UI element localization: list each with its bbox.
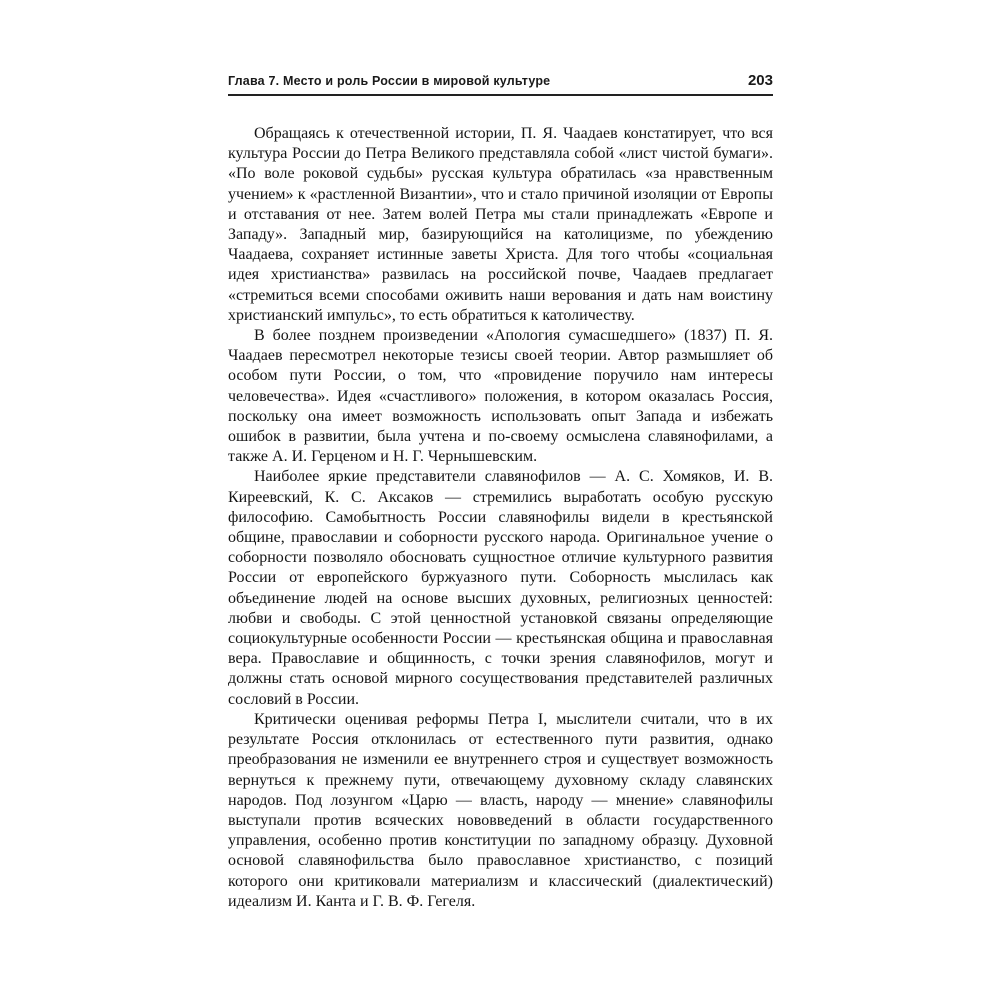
chapter-title: Глава 7. Место и роль России в мировой культуре — [228, 74, 551, 88]
paragraph-4: Критически оценивая реформы Петра I, мыслители считали, что в их результате Россия отклонилась от естественного пути развития, однако преобразования не изменили ее внутреннего строя и существует возможность вернуться к прежнему пути, отвечающему духовному складу славянских народов. Под лозунгом «Царю — власть, народу — мнение» славянофилы выступали против всяческих нововведений в области государственного управления, особенно против конституции по западному образцу. Духовной основой славянофильства было православное христианство, с позиций которого они критиковали материализм и классический (диалектический) идеализм И. Канта и Г. В. Ф. Гегеля. — [228, 710, 773, 910]
page-content — [228, 72, 773, 912]
paragraph-2: В более позднем произведении «Апология сумасшедшего» (1837) П. Я. Чаадаев пересмотрел некоторые тезисы своей теории. Автор размышляет об особом пути России, о том, что «провидение поручило нам интересы человечества». Идея «счастливого» положения, в котором оказалась Россия, поскольку она имеет возможность использовать опыт Запада и избежать ошибок в развитии, была учтена и по-своему осмыслена славянофилами, а также А. И. Герценом и Н. Г. Чернышевским. — [228, 327, 773, 466]
paragraph-1: Обращаясь к отечественной истории, П. Я. Чаадаев констатирует, что вся культура России до Петра Великого представляла собой «лист чистой бумаги». «По воле роковой судьбы» русская культура обратилась «за нравственным учением» к «растленной Византии», что и стало причиной изоляции от Европы и отставания от нее. Затем волей Петра мы стали принадлежать «Европе и Западу». Западный мир, базирующийся на католицизме, по убеждению Чаадаева, сохраняет истинные заветы Христа. Для того чтобы «социальная идея христианства» развилась на российской почве, Чаадаев предлагает «стремиться всеми способами оживить наши верования и дать нам воистину христианский импульс», то есть обратиться к католичеству. — [228, 125, 773, 324]
header-rule — [228, 94, 773, 96]
paragraph-3: Наиболее яркие представители славянофилов — А. С. Хомяков, И. В. Киреевский, К. С. Аксаков — стремились выработать особую русскую философию. Самобытность России славянофилы видели в крестьянской общине, православии и соборности русского народа. Оригинальное учение о соборности позволяло обосновать сущностное отличие культурного развития России от европейского буржуазного пути. Соборность мыслилась как объединение людей на основе высших духовных, религиозных ценностей: любви и свободы. С этой ценностной установкой связаны определяющие социокультурные особенности России — крестьянская община и православная вера. Православие и общинность, с точки зрения славянофилов, могут и должны стать основой мирного сосуществования представителей различных сословий в России. — [228, 468, 773, 708]
body-text — [228, 124, 773, 912]
page-number: 203 — [747, 72, 773, 89]
page-header — [228, 72, 773, 89]
